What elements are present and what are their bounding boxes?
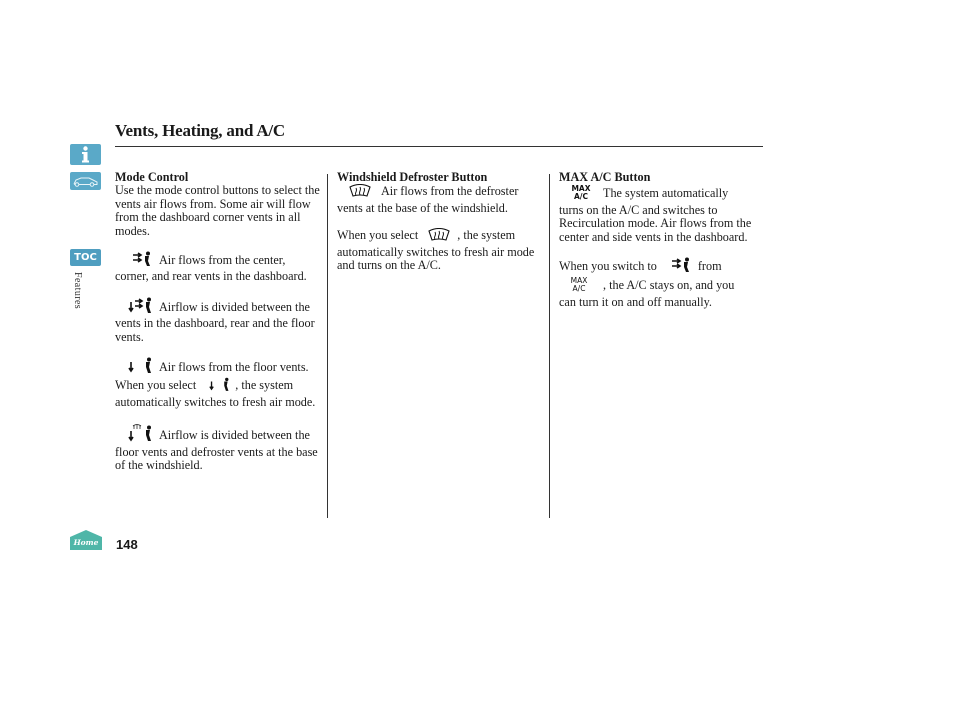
paragraph: Air flows from the floor vents. When you select , the system automatically switches to fresh air mode. xyxy=(115,357,320,409)
home-button[interactable] xyxy=(70,530,102,550)
toc-button[interactable]: TOC xyxy=(70,249,101,266)
svg-text:A/C: A/C xyxy=(572,284,586,293)
bi-level-vent-icon xyxy=(115,297,159,317)
column-divider xyxy=(327,174,328,518)
paragraph: When you select , the system automatically switches to fresh air mode and turns on the A/C. xyxy=(337,228,535,273)
floor-defrost-vent-icon xyxy=(115,422,159,445)
paragraph: Airflow is divided between the floor vents and defroster vents at the base of the windshield. xyxy=(115,422,320,472)
page-number: 148 xyxy=(116,537,138,552)
svg-text:A/C: A/C xyxy=(573,192,589,201)
paragraph: Use the mode control buttons to select the vents air flows from. Some air will flow from the dashboard corner vents in all modes. xyxy=(115,183,320,238)
defroster-section xyxy=(337,171,542,285)
mode-control-section xyxy=(115,171,320,486)
svg-text:MAX: MAX xyxy=(570,276,588,286)
section-label: Features xyxy=(72,272,83,310)
section-heading: Windshield Defroster Button xyxy=(337,170,488,184)
max-ac-icon xyxy=(559,184,603,203)
info-button[interactable] xyxy=(70,144,101,165)
svg-text:MAX: MAX xyxy=(571,184,591,194)
paragraph: When you switch to from MAX A/C , the A/C stays on, and you can turn it on and off manually. xyxy=(559,259,735,309)
paragraph: Airflow is divided between the vents in the dashboard, rear and the floor vents. xyxy=(115,297,320,344)
paragraph: Air flows from the defroster vents at the base of the windshield. xyxy=(337,184,519,215)
home-icon xyxy=(70,530,102,550)
section-heading: Mode Control xyxy=(115,170,189,184)
info-icon xyxy=(70,144,101,165)
face-vent-icon xyxy=(115,251,159,270)
max-ac-icon xyxy=(559,276,603,295)
vehicle-button[interactable] xyxy=(70,172,101,190)
section-heading: MAX A/C Button xyxy=(559,170,651,184)
paragraph: Air flows from the center, corner, and rear vents in the dashboard. xyxy=(115,253,307,284)
svg-text:Home: Home xyxy=(73,538,99,547)
max-ac-section xyxy=(559,171,754,322)
paragraph: MAX A/C The system automatically turns on the A/C and switches to Recirculation mode. Air flows from the center and side vents in the dashboard. xyxy=(559,184,752,244)
defroster-icon xyxy=(421,228,457,245)
car-icon xyxy=(70,172,101,190)
floor-vent-icon xyxy=(199,377,235,395)
column-divider xyxy=(549,174,550,518)
title-divider xyxy=(115,146,763,147)
page-title: Vents, Heating, and A/C xyxy=(115,121,285,140)
face-vent-icon xyxy=(660,257,698,276)
defroster-icon xyxy=(337,184,381,201)
floor-vent-icon xyxy=(115,357,159,377)
